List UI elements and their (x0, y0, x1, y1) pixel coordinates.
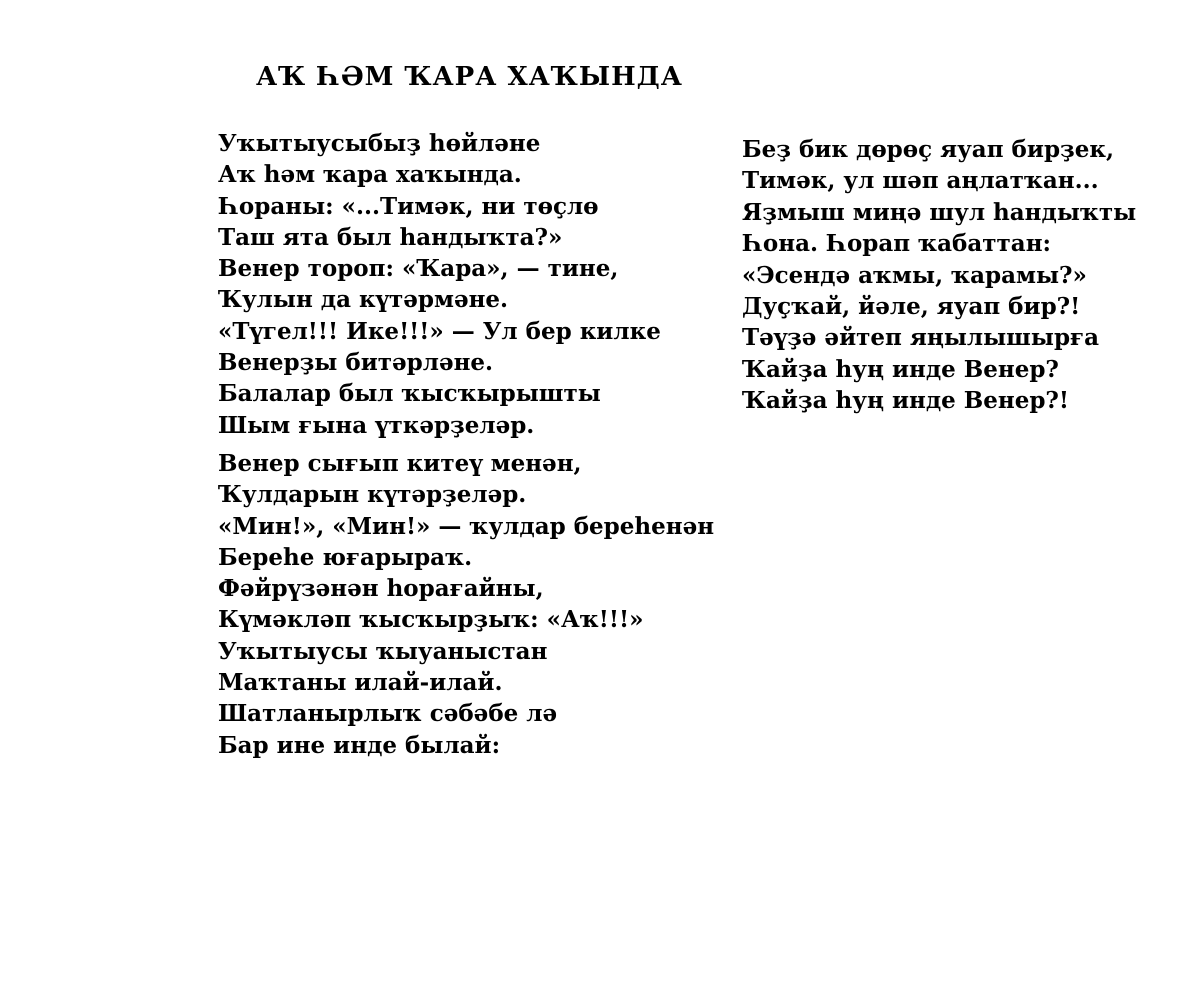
poem-line: Ҡулдарын күтәрҙеләр. (218, 481, 527, 509)
poem-line: Шатланырлыҡ сәбәбе лә (218, 700, 558, 728)
stanza-1 (218, 128, 661, 441)
poem-line: Ҡайҙа һуң инде Венер? (742, 355, 1059, 383)
poem-line: Ҡулын да күтәрмәне. (218, 286, 509, 314)
poem-title: АҠ ҺӘМ ҠАРА ХАҠЫНДА (256, 62, 683, 92)
poem-line: «Эсендә аҡмы, ҡарамы?» (742, 261, 1087, 289)
poem-line: Уҡытыусыбыҙ һөйләне (218, 130, 541, 157)
poem-line: Һона. Һорап ҡабаттан: (742, 230, 1052, 258)
poem-line: Уҡытыусы ҡыуаныстан (218, 637, 548, 665)
poem-line: «Мин!», «Мин!» — ҡулдар берeһенән (218, 512, 715, 540)
poem-line: Күмәкләп ҡысҡырҙыҡ: «Аҡ!!!» (218, 606, 644, 634)
poem-line: Аҡ һәм ҡара хаҡында. (218, 161, 522, 189)
poem-line: Шым ғына үткәрҙеләр. (218, 411, 535, 439)
poem-line: Беҙ бик дөрөҫ яуап бирҙек, (742, 136, 1114, 163)
stanza-3 (742, 134, 1136, 417)
poem-line: Ҡайҙа һуң инде Венер?! (742, 387, 1069, 415)
poem-line: Маҡтаны илай-илай. (218, 669, 503, 697)
poem-line: Яҙмыш миңә шул һандыҡты (742, 198, 1137, 226)
poem-line: Тимәк, ул шәп аңлатҡан... (742, 167, 1099, 195)
poem-line: Балалар был ҡысҡырышты (218, 380, 601, 408)
poem-line: Венерҙы битәрләне. (218, 349, 494, 377)
poem-line: Тәүҙә әйтеп яңылышырға (742, 324, 1100, 352)
poem-line: Венер сығып китеү менән, (218, 450, 582, 477)
poem-line: Бар ине инде былай: (218, 731, 501, 759)
poem-line: Таш ята был һандыҡта?» (218, 223, 563, 251)
poem-line: Дуҫҡай, йәле, яуап бир?! (742, 293, 1081, 321)
poem-line: Һораны: «...Тимәк, ни төҫлө (218, 192, 599, 220)
stanza-2 (218, 448, 714, 761)
poem-line: Берeһе юғарыраҡ. (218, 543, 473, 571)
poem-line: Фәйрүзәнән һорағайны, (218, 575, 544, 603)
poem-line: Венер тороп: «Ҡара», — тине, (218, 255, 619, 283)
poem-line: «Түгел!!! Ике!!!» — Ул бер килке (218, 317, 661, 345)
